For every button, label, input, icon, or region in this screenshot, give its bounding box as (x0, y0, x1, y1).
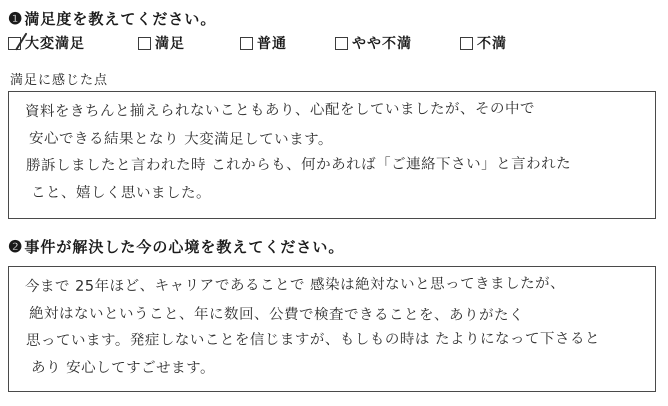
option-label: 満足 (155, 36, 185, 52)
handwritten-line: 今まで 25年ほど、キャリアであることで 感染は絶対ないと思ってきましたが、 (24, 275, 566, 295)
option-label: やや不満 (352, 36, 412, 52)
handwritten-line: 資料をきちんと揃えられないこともあり、心配をしていましたが、その中で (24, 100, 536, 120)
question-2-title: 事件が解決した今の心境を教えてください。 (24, 238, 345, 256)
satisfaction-options (0, 33, 668, 55)
handwritten-line: あり 安心してすごせます。 (30, 360, 215, 377)
checkbox-somewhat-dissatisfied[interactable] (335, 37, 348, 50)
handwritten-line: こと、嬉しく思いました。 (30, 185, 212, 202)
checkbox-very-satisfied[interactable] (8, 37, 21, 50)
handwritten-answer-2 (9, 267, 655, 382)
checkbox-neutral[interactable] (240, 37, 253, 50)
question-2-header (8, 236, 344, 257)
handwritten-line: 安心できる結果となり 大変満足しています。 (28, 131, 333, 149)
handwritten-answer-1 (9, 92, 655, 207)
option-4[interactable] (460, 33, 507, 53)
handwritten-line: 勝訴しましたと言われた時 これからも、何かあれば「ご連絡下さい」と言われた (25, 156, 572, 174)
question-1-title: 満足度を教えてください。 (24, 10, 217, 28)
answer-box-feelings[interactable] (8, 266, 656, 392)
option-label: 不満 (477, 36, 507, 52)
option-0[interactable] (8, 33, 85, 53)
checkbox-satisfied[interactable] (138, 37, 151, 50)
option-label: 大変満足 (25, 36, 85, 52)
handwritten-line: 思っています。発症しないことを信じますが、もしもの時は たよりになって下さると (25, 330, 600, 349)
option-2[interactable] (240, 33, 287, 53)
checkbox-dissatisfied[interactable] (460, 37, 473, 50)
answer-box-satisfaction[interactable] (8, 91, 656, 219)
question-1-header (8, 8, 216, 29)
option-label: 普通 (257, 36, 287, 52)
circled-two-icon: ❷ (8, 236, 24, 256)
satisfaction-points-label: 満足に感じた点 (10, 73, 109, 88)
handwritten-line: 絶対はないということ、年に数回、公費で検査できることを、ありがたく (28, 306, 525, 324)
option-3[interactable] (335, 33, 412, 53)
option-1[interactable] (138, 33, 185, 53)
circled-one-icon: ❶ (8, 8, 24, 28)
